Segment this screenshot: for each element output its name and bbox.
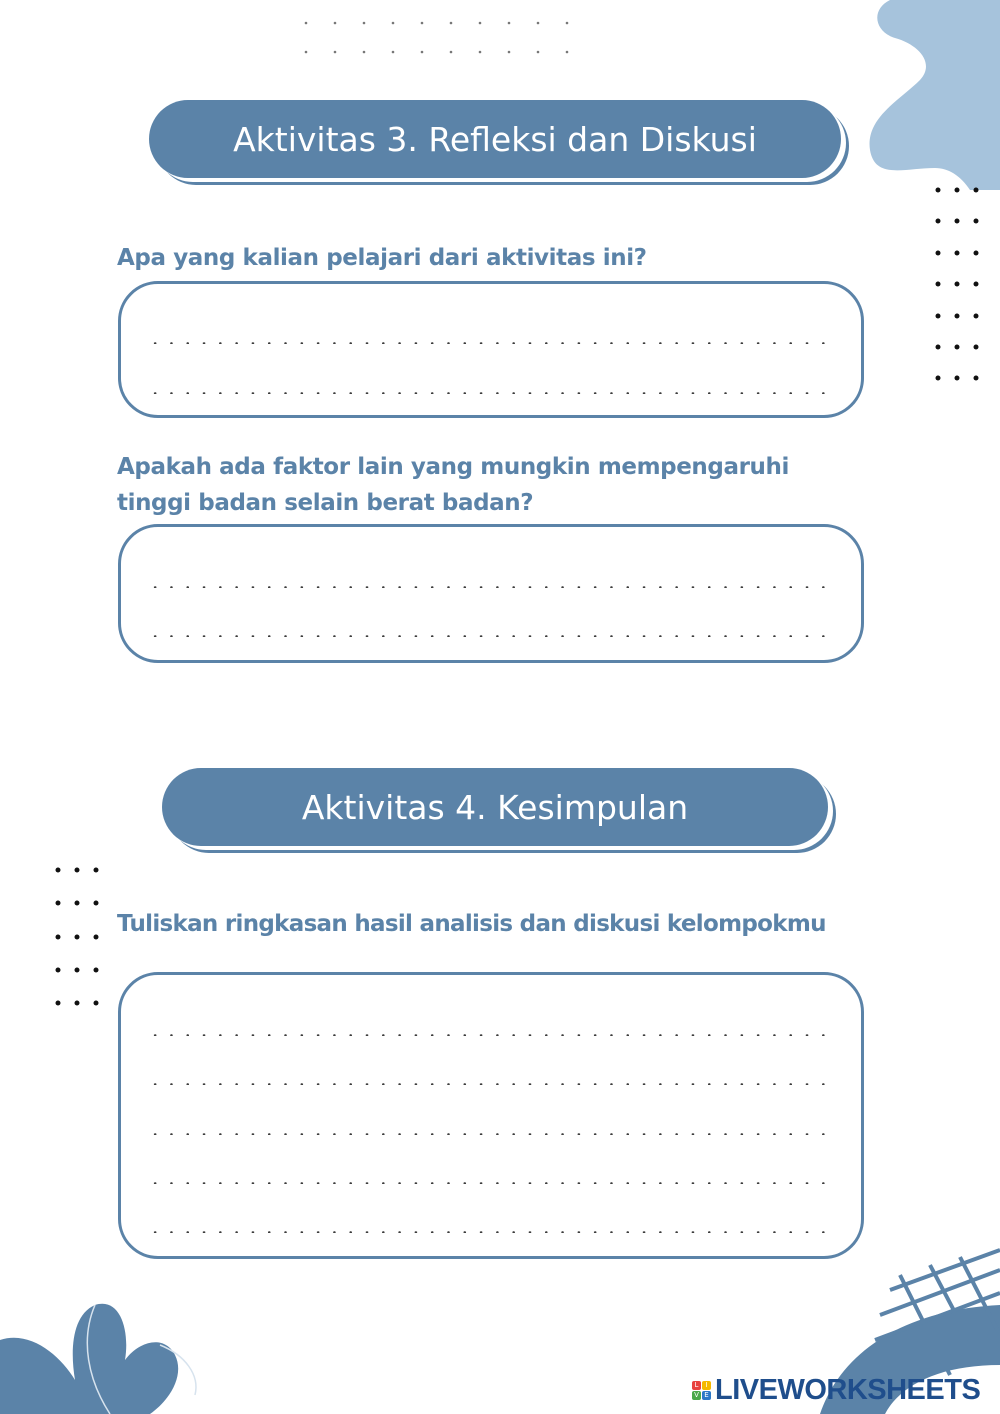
dot-grid-right-decoration [928, 180, 988, 390]
answer-line[interactable] [147, 635, 837, 637]
answer-box-3[interactable] [118, 972, 864, 1259]
liveworksheets-logo [692, 1372, 980, 1408]
answer-box-1[interactable] [118, 281, 864, 418]
dot-grid-left-decoration [48, 860, 108, 1015]
liveworksheets-brand: LIVEWORKSHEETS [715, 1373, 981, 1406]
answer-line[interactable] [147, 1133, 837, 1135]
question-2-text: Apakah ada faktor lain yang mungkin mempengaruhi tinggi badan selain berat badan? [117, 454, 789, 516]
blob-top-right-decoration [860, 0, 1000, 190]
answer-line[interactable] [147, 1182, 837, 1184]
section-4-title: Aktivitas 4. Kesimpulan [301, 787, 689, 827]
answer-line[interactable] [147, 392, 837, 394]
answer-line[interactable] [147, 1034, 837, 1036]
leaf-bottom-left-decoration [0, 1300, 210, 1414]
answer-line[interactable] [147, 1231, 837, 1233]
answer-line[interactable] [147, 586, 837, 588]
dot-grid-top-decoration [300, 15, 585, 60]
section-3-title-banner [149, 100, 841, 178]
question-3-text: Tuliskan ringkasan hasil analisis dan diskusi kelompokmu [117, 911, 826, 937]
answer-line[interactable] [147, 1083, 837, 1085]
question-1-text: Apa yang kalian pelajari dari aktivitas ini? [117, 245, 647, 271]
section-4-title-banner [162, 768, 828, 846]
section-3-title: Aktivitas 3. Refleksi dan Diskusi [233, 119, 757, 159]
answer-line[interactable] [147, 342, 837, 344]
liveworksheets-logo-icon: L I V E [692, 1381, 711, 1400]
answer-box-2[interactable] [118, 524, 864, 663]
